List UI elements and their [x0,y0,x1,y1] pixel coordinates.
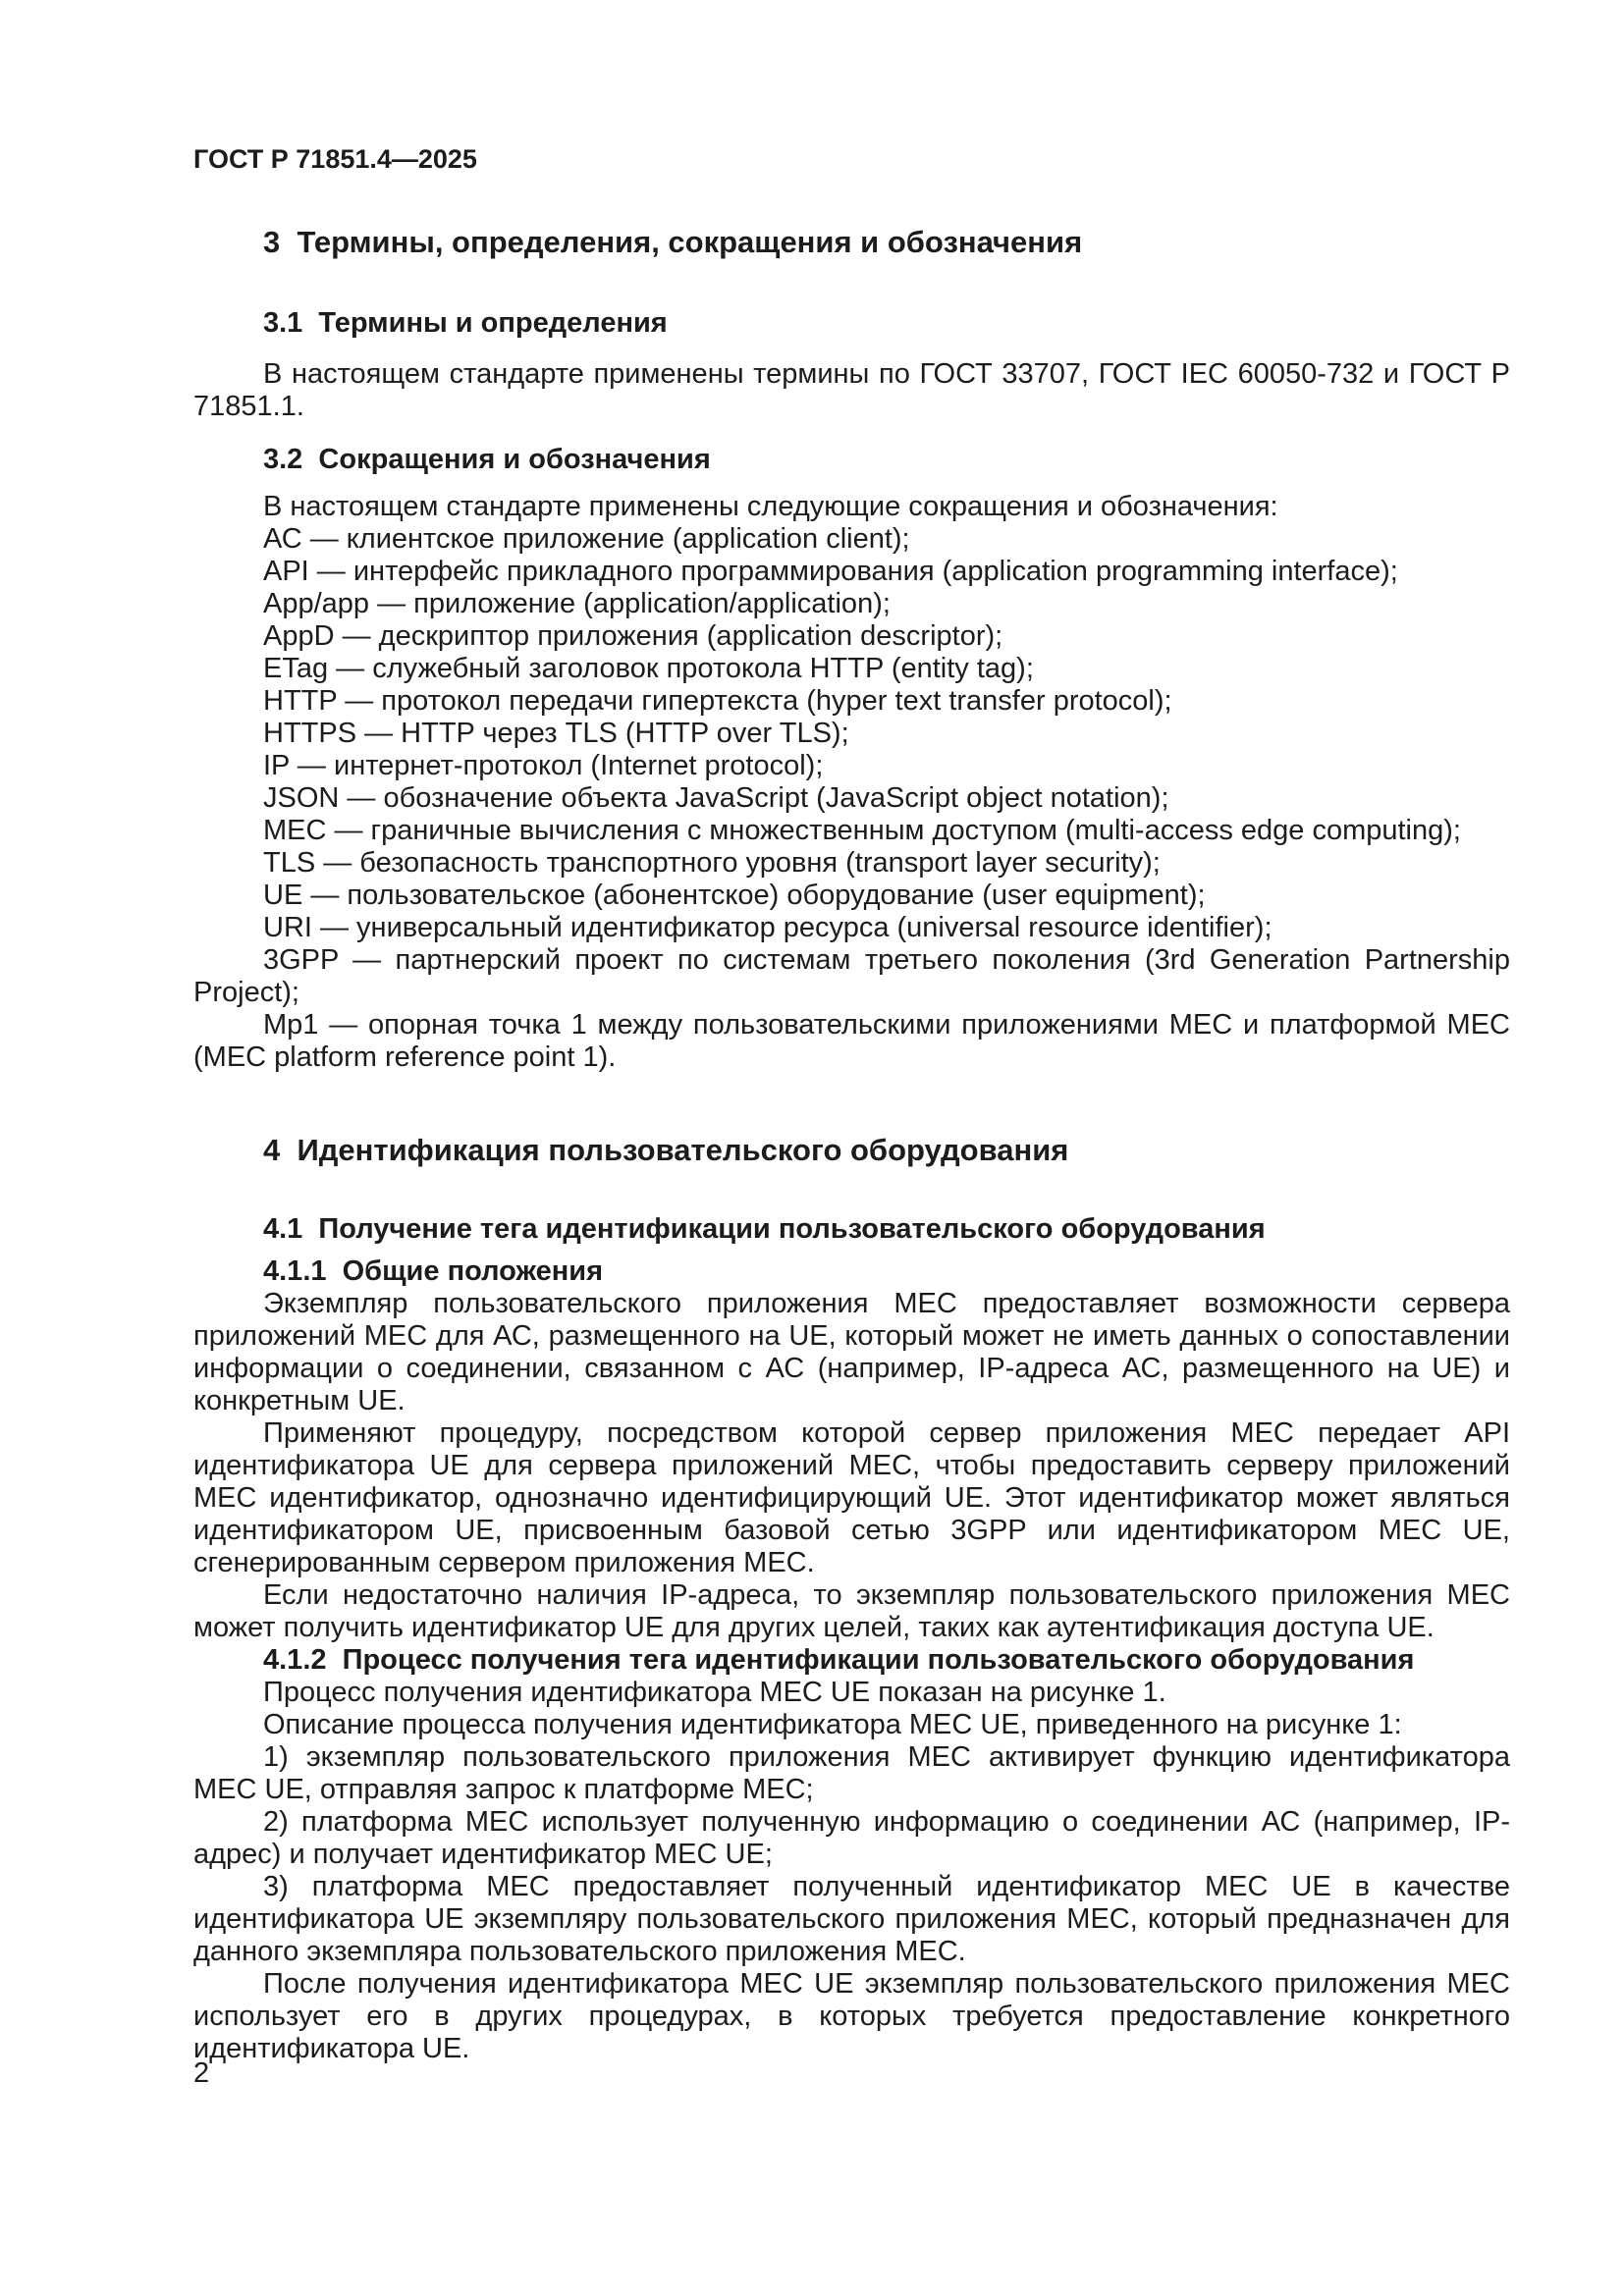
section-4-1-1-title: 4.1.1 Общие положения [263,1255,604,1287]
section-3-1-title: 3.1 Термины и определения [263,307,668,339]
abbreviation-item: ETag — служебный заголовок протокола HTTP (entity tag); [263,653,1034,684]
abbreviation-item: HTTPS — HTTP через TLS (HTTP over TLS); [263,718,849,749]
section-4-1-2-paragraph: После получения идентификатора МЕС UE экземпляр пользовательского приложения МЕС использует его в других процедурах, в которых требуется предоставление конкретного идентификатора UE. [193,1968,1510,2064]
abbreviation-item: AppD — дескриптор приложения (application descriptor); [263,620,1003,652]
page-content [193,0,1510,2065]
abbreviation-item: 3GPP — партнерский проект по системам третьего поколения (3rd Generation Partnership Project); [193,944,1510,1008]
abbreviation-item: UE — пользовательское (абонентское) оборудование (user equipment); [263,880,1206,911]
section-4-1-2-paragraph: Описание процесса получения идентификатора МЕС UE, приведенного на рисунке 1: [263,1709,1402,1740]
abbreviation-item: API — интерфейс прикладного программирования (application programming interface); [263,556,1398,587]
section-4-1-1-paragraph: Экземпляр пользовательского приложения МЕС предоставляет возможности сервера приложений МЕС для АС, размещенного на UE, который может не иметь данных о сопоставлении информации о соединении, связанном с АС (например, IP-адреса АС, размещенного на UE) и конкретным UE. [193,1288,1510,1416]
section-4-1-2-paragraph: Процесс получения идентификатора МЕС UE показан на рисунке 1. [263,1677,1166,1708]
abbreviations-intro: В настоящем стандарте применены следующие сокращения и обозначения: [263,491,1278,522]
abbreviation-item: Мр1 — опорная точка 1 между пользовательскими приложениями МЕС и платформой МЕС (МЕС platform reference point 1). [193,1009,1510,1073]
section-4-1-title: 4.1 Получение тега идентификации пользовательского оборудования [263,1213,1266,1245]
numbered-list-item: 1) экземпляр пользовательского приложения МЕС активирует функцию идентификатора МЕС UE, отправляя запрос к платформе МЕС; [193,1741,1510,1805]
numbered-list-item: 2) платформа МЕС использует полученную информацию о соединении АС (например, IP-адрес) и получает идентификатор МЕС UE; [193,1806,1510,1870]
running-header: ГОСТ Р 71851.4—2025 [193,144,477,174]
abbreviations-list [193,523,1510,1074]
abbreviation-item: URI — универсальный идентификатор ресурса (universal resource identifier); [263,912,1272,943]
abbreviation-item: App/app — приложение (application/application); [263,588,891,619]
section-4-1-2-title: 4.1.2 Процесс получения тега идентификации пользовательского оборудования [263,1644,1415,1676]
section-3-title: 3 Термины, определения, сокращения и обозначения [263,225,1083,259]
abbreviation-item: JSON — обозначение объекта JavaScript (JavaScript object notation); [263,782,1169,814]
section-4-1-1-paragraph: Если недостаточно наличия IP-адреса, то экземпляр пользовательского приложения МЕС может получить идентификатор UE для других целей, таких как аутентификация доступа UE. [193,1579,1510,1643]
numbered-list-item: 3) платформа МЕС предоставляет полученный идентификатор МЕС UE в качестве идентификатора UE экземпляру пользовательского приложения МЕС, который предназначен для данного экземпляра пользовательского приложения МЕС. [193,1871,1510,1967]
section-4-1-1-paragraph: Применяют процедуру, посредством которой сервер приложения МЕС передает API идентификатора UE для сервера приложений МЕС, чтобы предоставить серверу приложений МЕС идентификатор, однозначно идентифицирующий UE. Этот идентификатор может являться идентификатором UE, присвоенным базовой сетью 3GPP или идентификатором МЕС UE, сгенерированным сервером приложения МЕС. [193,1417,1510,1578]
abbreviation-item: MEC — граничные вычисления с множественным доступом (multi-access edge computing); [263,815,1461,846]
section-4-title: 4 Идентификация пользовательского оборудования [263,1133,1069,1167]
page-number: 2 [193,2057,210,2089]
section-3-2-title: 3.2 Сокращения и обозначения [263,444,711,475]
section-3-1-paragraph: В настоящем стандарте применены термины по ГОСТ 33707, ГОСТ IEC 60050-732 и ГОСТ Р 71851.1. [193,358,1510,422]
abbreviation-item: TLS — безопасность транспортного уровня (transport layer security); [263,847,1161,879]
abbreviation-item: HTTP — протокол передачи гипертекста (hyper text transfer protocol); [263,685,1172,717]
abbreviation-item: АС — клиентское приложение (application client); [263,523,910,555]
abbreviation-item: IP — интернет-протокол (Internet protocol); [263,750,824,781]
